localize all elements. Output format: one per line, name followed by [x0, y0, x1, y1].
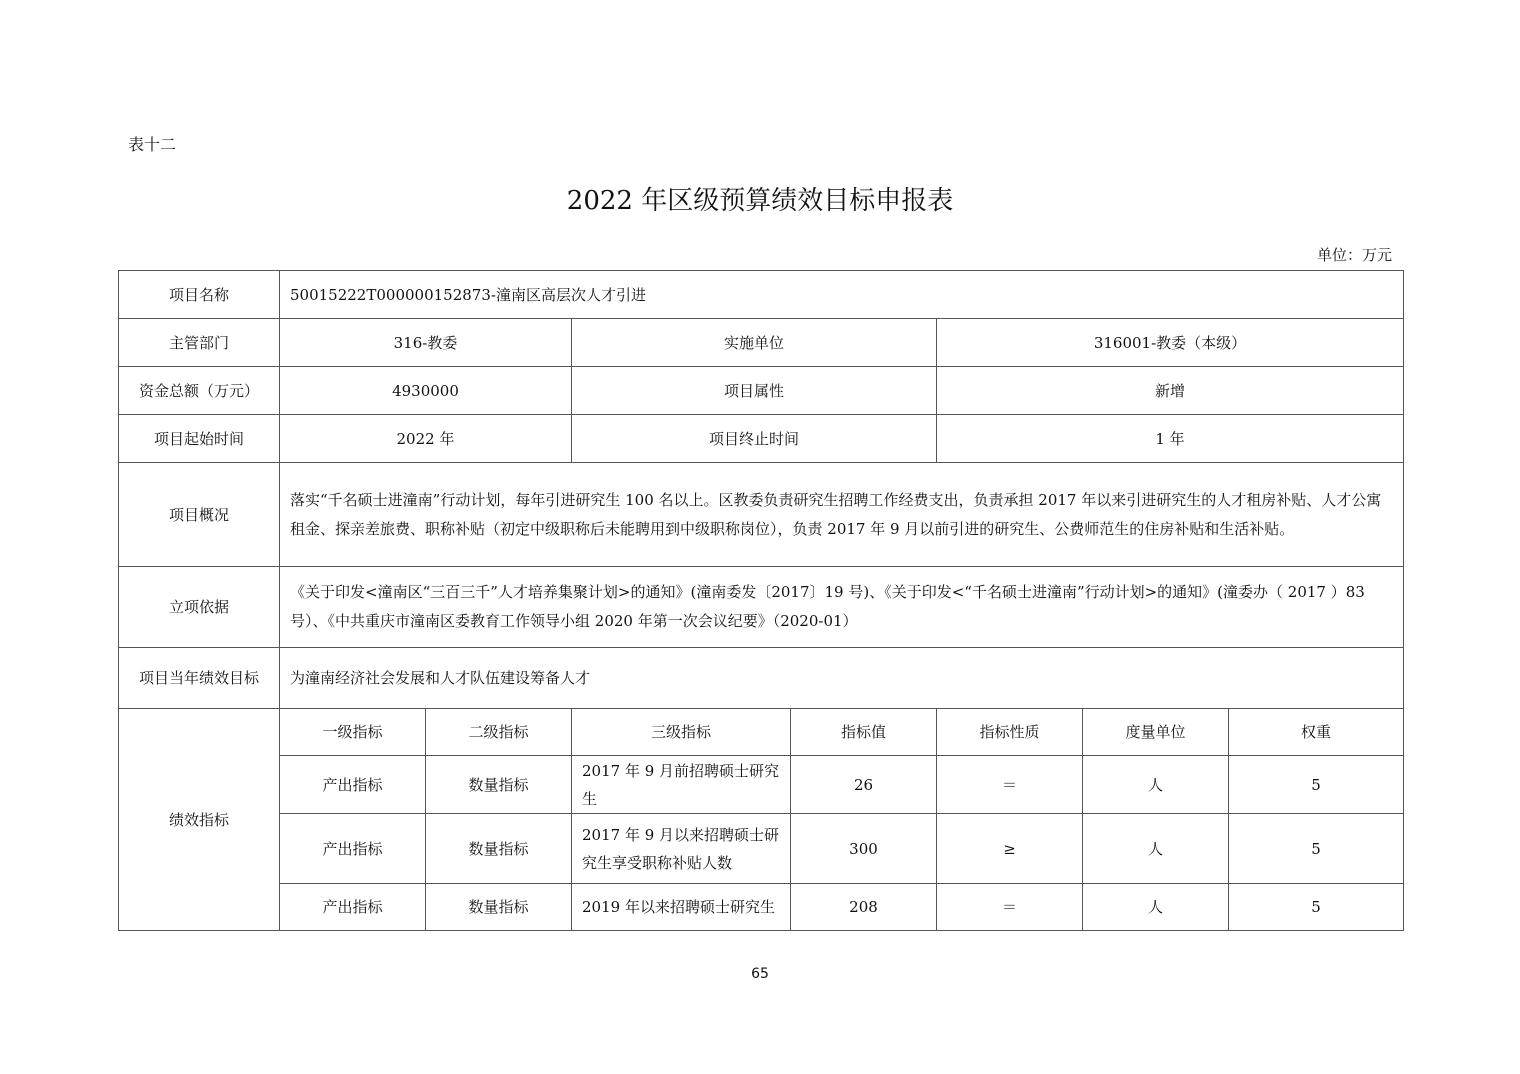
- start-time-value: 2022 年: [280, 415, 572, 463]
- indicator-level1: 产出指标: [280, 756, 426, 814]
- page-number: 65: [751, 966, 769, 982]
- header-weight: 权重: [1229, 709, 1404, 756]
- header-value: 指标值: [791, 709, 937, 756]
- table-row: [119, 884, 1404, 931]
- indicator-level1: 产出指标: [280, 884, 426, 931]
- header-level3: 三级指标: [572, 709, 791, 756]
- indicator-level3: 2017 年 9 月前招聘硕士研究生: [572, 756, 791, 814]
- indicator-unit: 人: [1083, 756, 1229, 814]
- end-time-value: 1 年: [937, 415, 1404, 463]
- header-unit: 度量单位: [1083, 709, 1229, 756]
- document-title: 2022 年区级预算绩效目标申报表: [566, 186, 954, 216]
- end-time-label: 项目终止时间: [572, 415, 937, 463]
- indicator-nature: ＝: [937, 884, 1083, 931]
- indicator-level1: 产出指标: [280, 814, 426, 884]
- indicator-nature: ≥: [937, 814, 1083, 884]
- table-number-label: 表十二: [128, 135, 177, 154]
- goal-value: 为潼南经济社会发展和人才队伍建设筹备人才: [280, 648, 1404, 709]
- indicator-level3: 2019 年以来招聘硕士研究生: [572, 884, 791, 931]
- indicator-weight: 5: [1229, 814, 1404, 884]
- indicator-unit: 人: [1083, 884, 1229, 931]
- budget-table: [118, 270, 1404, 931]
- basis-label: 立项依据: [119, 567, 280, 648]
- table-row: [119, 814, 1404, 884]
- row-department: [119, 319, 1404, 367]
- indicator-weight: 5: [1229, 884, 1404, 931]
- indicators-section-label: 绩效指标: [119, 709, 280, 931]
- overview-label: 项目概况: [119, 463, 280, 567]
- indicator-level3: 2017 年 9 月以来招聘硕士研究生享受职称补贴人数: [572, 814, 791, 884]
- row-project-name: [119, 271, 1404, 319]
- indicator-level2: 数量指标: [426, 884, 572, 931]
- indicator-level2: 数量指标: [426, 814, 572, 884]
- indicator-value: 300: [791, 814, 937, 884]
- indicator-weight: 5: [1229, 756, 1404, 814]
- indicator-value: 208: [791, 884, 937, 931]
- header-level1: 一级指标: [280, 709, 426, 756]
- row-goal: [119, 648, 1404, 709]
- implementer-value: 316001-教委（本级）: [937, 319, 1404, 367]
- row-fund: [119, 367, 1404, 415]
- row-basis: [119, 567, 1404, 648]
- department-value: 316-教委: [280, 319, 572, 367]
- table-row: [119, 756, 1404, 814]
- indicator-header-row: [119, 709, 1404, 756]
- project-attribute-label: 项目属性: [572, 367, 937, 415]
- fund-total-label: 资金总额（万元）: [119, 367, 280, 415]
- project-name-label: 项目名称: [119, 271, 280, 319]
- project-name-value: 50015222T000000152873-潼南区高层次人才引进: [280, 271, 1404, 319]
- start-time-label: 项目起始时间: [119, 415, 280, 463]
- basis-value: 《关于印发<潼南区“三百三千”人才培养集聚计划>的通知》(潼南委发〔2017〕19 号)、《关于印发<“千名硕士进潼南”行动计划>的通知》(潼委办（ 2017 ）83 号）、《中共重庆市潼南区委教育工作领导小组 2020 年第一次会议纪要》（2020-01）: [280, 567, 1404, 648]
- row-overview: [119, 463, 1404, 567]
- department-label: 主管部门: [119, 319, 280, 367]
- indicator-value: 26: [791, 756, 937, 814]
- unit-label: 单位：万元: [1316, 246, 1392, 264]
- overview-value: 落实“千名硕士进潼南”行动计划，每年引进研究生 100 名以上。区教委负责研究生招聘工作经费支出，负责承担 2017 年以来引进研究生的人才租房补贴、人才公寓租金、探亲差旅费、职称补贴（初定中级职称后未能聘用到中级职称岗位），负责 2017 年 9 月以前引进的研究生、公费师范生的住房补贴和生活补贴。: [280, 463, 1404, 567]
- fund-total-value: 4930000: [280, 367, 572, 415]
- header-nature: 指标性质: [937, 709, 1083, 756]
- project-attribute-value: 新增: [937, 367, 1404, 415]
- indicator-nature: ＝: [937, 756, 1083, 814]
- indicator-unit: 人: [1083, 814, 1229, 884]
- row-time: [119, 415, 1404, 463]
- indicator-level2: 数量指标: [426, 756, 572, 814]
- goal-label: 项目当年绩效目标: [119, 648, 280, 709]
- header-level2: 二级指标: [426, 709, 572, 756]
- implementer-label: 实施单位: [572, 319, 937, 367]
